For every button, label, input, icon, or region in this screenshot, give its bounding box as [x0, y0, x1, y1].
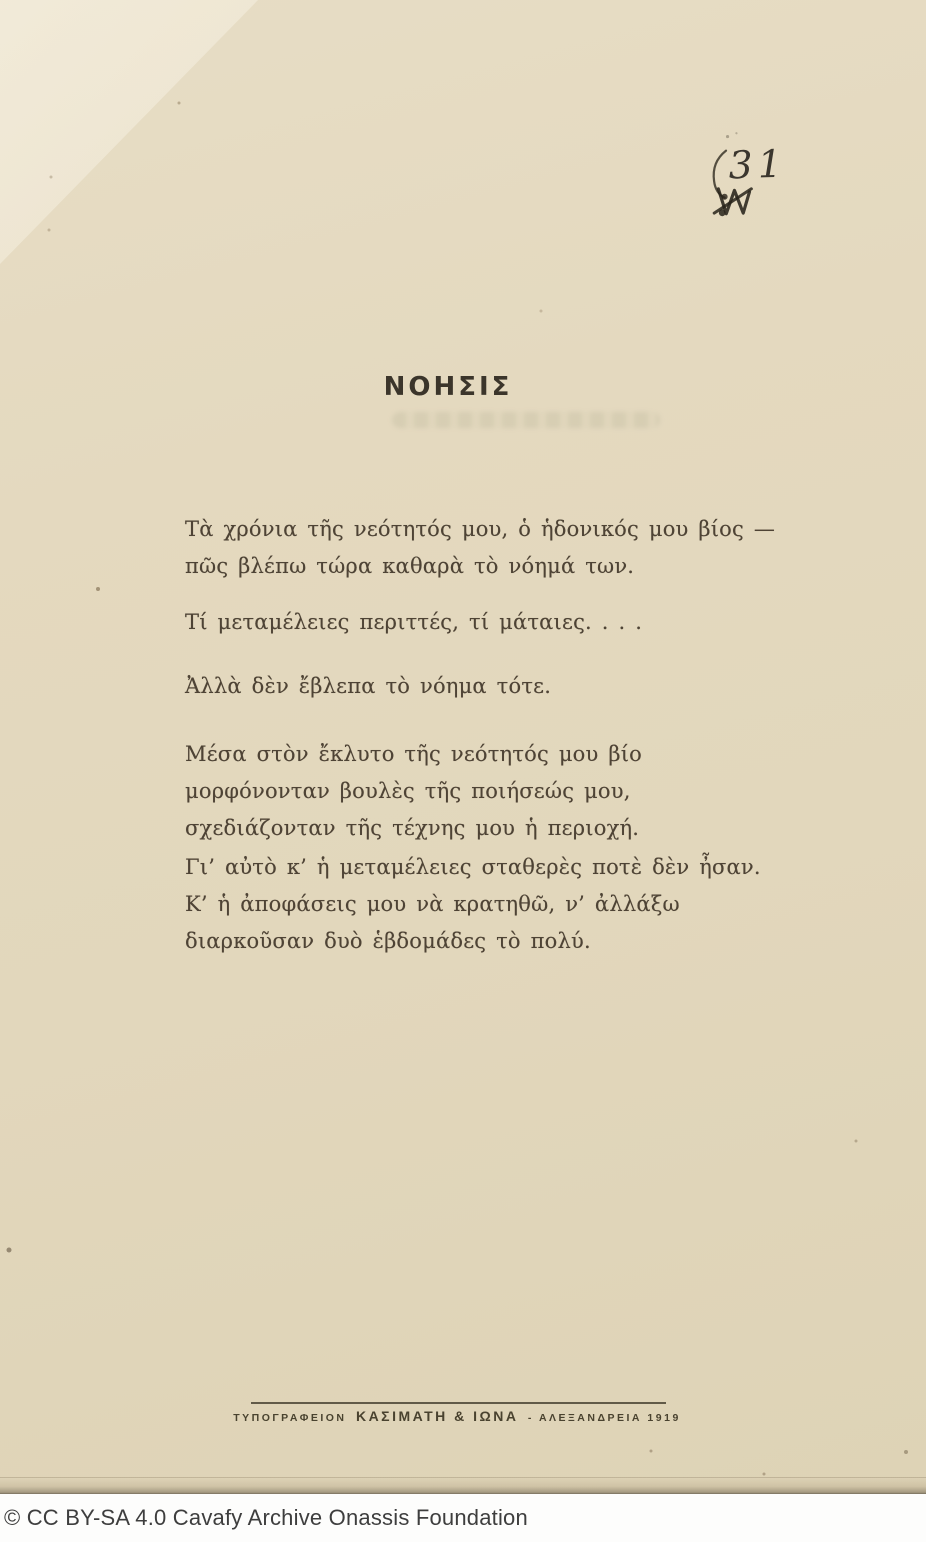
poem-line: Γι’ αὐτὸ κ’ ἡ μεταμέλειες σταθερὲς ποτὲ δὲν ἦσαν. [185, 855, 761, 879]
poem-line: Τί μεταμέλειες περιττές, τί μάταιες. . . . [185, 610, 643, 634]
stanza [185, 511, 775, 585]
poem-line: Κ’ ἡ ἀποφάσεις μου νὰ κρατηθῶ, ν’ ἀλλάξω [185, 892, 680, 916]
paper-specks [0, 0, 2, 2]
printer-imprint [0, 1408, 920, 1426]
page-bottom-edge [0, 1477, 926, 1494]
poem-line: μορφόνονταν βουλὲς τῆς ποιήσεώς μου, [185, 779, 631, 803]
poem-line: Τὰ χρόνια τῆς νεότητός μου, ὁ ἡδονικός μου βίος — [185, 517, 776, 541]
poem-line: διαρκοῦσαν δυὸ ἑβδομάδες τὸ πολύ. [185, 929, 591, 953]
stanza [185, 849, 761, 960]
poem-line: Ἀλλὰ δὲν ἔβλεπα τὸ νόημα τότε. [185, 674, 552, 698]
imprint-suffix: - ΑΛΕΞΑΝΔΡΕΙΑ 1919 [527, 1412, 681, 1424]
imprint-rule [251, 1402, 666, 1404]
stanza [185, 668, 551, 705]
handwritten-archive-number [683, 126, 806, 230]
poem-line: Μέσα στὸν ἔκλυτο τῆς νεότητός μου βίο [185, 742, 642, 766]
stanza [185, 604, 642, 641]
stanza [185, 736, 642, 847]
handwritten-number-text: 31 [727, 141, 788, 188]
imprint-prefix: ΤΥΠΟΓΡΑΦΕΙΟΝ [233, 1412, 347, 1424]
bleedthrough-smudge [392, 412, 660, 428]
ink-speck [735, 132, 737, 134]
page-corner-fold [0, 0, 258, 264]
license-bar [0, 1494, 926, 1542]
poem-title: ΝΟΗΣΙΣ [383, 372, 513, 402]
imprint-name: ΚΑΣΙΜΑΤΗ & ΙΩΝΑ [355, 1408, 519, 1424]
poem-line: πῶς βλέπω τώρα καθαρὰ τὸ νόημά των. [185, 554, 635, 578]
license-text: © CC BY-SA 4.0 Cavafy Archive Onassis Foundation [4, 1505, 528, 1530]
poem-line: σχεδιάζονταν τῆς τέχνης μου ἡ περιοχή. [185, 816, 640, 840]
ink-speck [726, 135, 729, 138]
